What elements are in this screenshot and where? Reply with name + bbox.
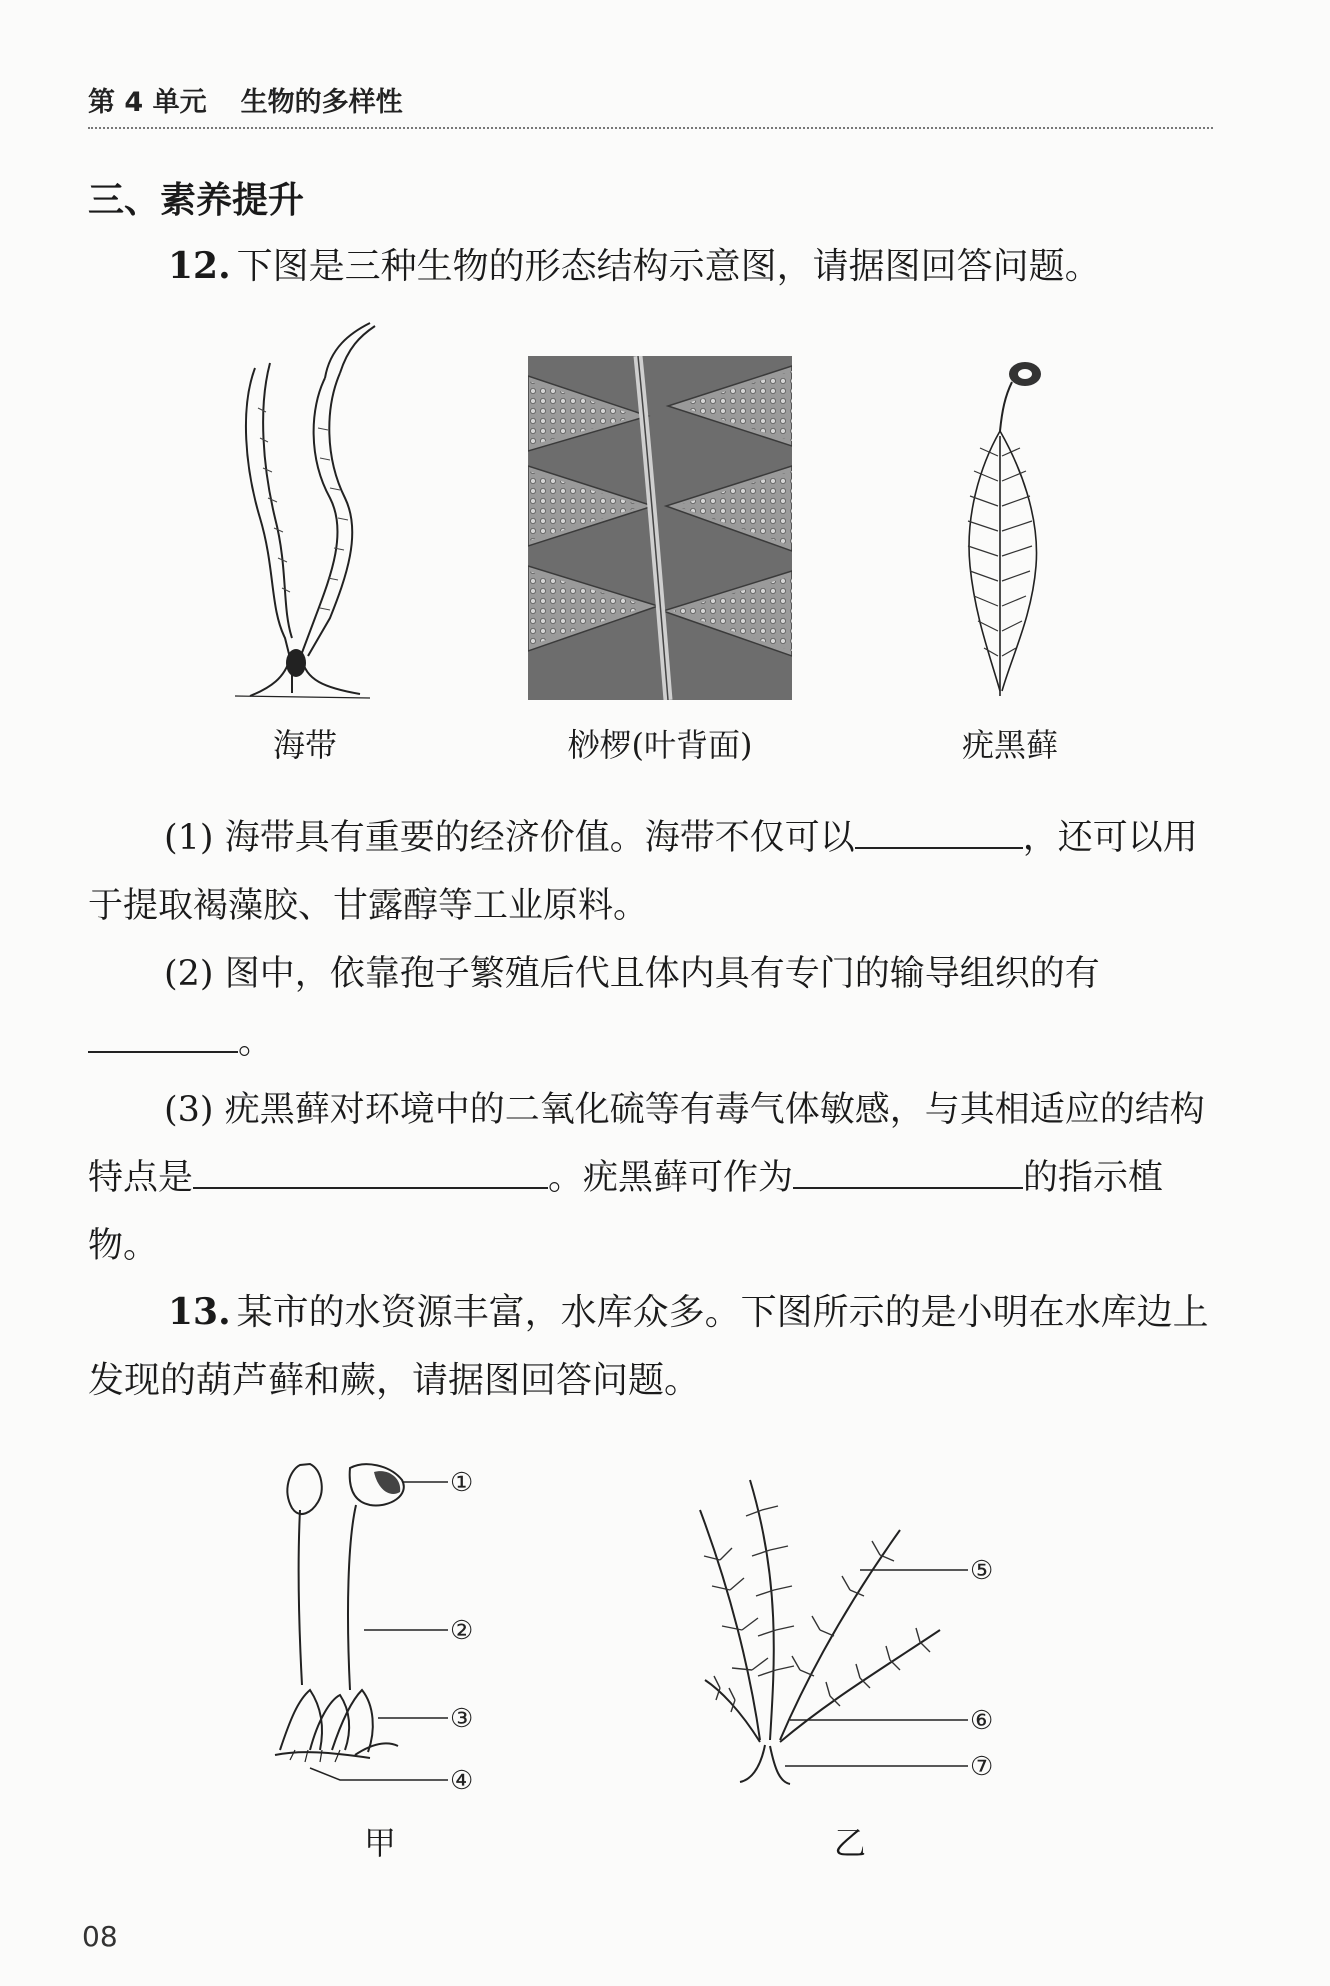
- kelp-illustration: [230, 318, 380, 710]
- q12-part-2-text-a: (2) 图中，依靠孢子繁殖后代且体内具有专门的输导组织的有: [164, 954, 1100, 994]
- caption-jia: 甲: [363, 1824, 396, 1862]
- question-12-stem: [88, 232, 1213, 301]
- funaria-moss-diagram: [270, 1450, 510, 1800]
- label-7: ⑦: [970, 1752, 994, 1782]
- label-5: ⑤: [970, 1556, 994, 1586]
- answer-blank-4[interactable]: [793, 1151, 1023, 1189]
- label-4: ④: [450, 1766, 474, 1796]
- q12-part-1-text-b: ，还可以用于提取褐藻胶、甘露醇等工业原料。: [88, 818, 1198, 926]
- moss-illustration: [950, 356, 1060, 706]
- question-13-stem: [88, 1278, 1213, 1415]
- label-2: ②: [450, 1616, 474, 1646]
- answer-blank-1[interactable]: [855, 811, 1023, 849]
- label-3: ③: [450, 1704, 474, 1734]
- question-text: 某市的水资源丰富，水库众多。下图所示的是小明在水库边上发现的葫芦藓和蕨，请据图回答问题。: [88, 1292, 1209, 1401]
- q12-part-2-text-b: 。: [238, 1022, 274, 1062]
- q12-part-3-text-b: 。疣黑藓可作为: [548, 1158, 794, 1198]
- caption-yi: 乙: [833, 1824, 866, 1862]
- q12-part-3-text-c: 的指示植物。: [88, 1158, 1164, 1266]
- page-number: 08: [82, 1920, 118, 1953]
- answer-blank-2[interactable]: [88, 1015, 238, 1053]
- label-1: ①: [450, 1468, 474, 1498]
- topic-label: 生物的多样性: [240, 87, 403, 118]
- caption-tree-fern: 桫椤(叶背面): [567, 726, 753, 764]
- question-number: 12.: [168, 245, 231, 287]
- question-number: 13.: [168, 1291, 231, 1333]
- answer-blank-3[interactable]: [193, 1151, 548, 1189]
- unit-label: 第 4 单元: [88, 87, 207, 118]
- q12-part-1-text-a: (1) 海带具有重要的经济价值。海带不仅可以: [164, 818, 855, 858]
- label-6: ⑥: [970, 1706, 994, 1736]
- question-text: 下图是三种生物的形态结构示意图，请据图回答问题。: [236, 246, 1101, 287]
- page-header: [88, 80, 1213, 129]
- q12-part-1: [88, 804, 1213, 940]
- q12-part-2: [88, 940, 1213, 1076]
- caption-moss: 疣黑藓: [961, 726, 1058, 764]
- fern-diagram: [690, 1470, 1030, 1790]
- caption-kelp: 海带: [272, 726, 337, 764]
- tree-fern-leaf-photo: [528, 356, 792, 700]
- q12-part-3: [88, 1076, 1213, 1280]
- section-title: 三、素养提升: [88, 180, 305, 221]
- q12-part-3-text-a: (3) 疣黑藓对环境中的二氧化硫等有毒气体敏感，与其相适应的结构特点是: [88, 1090, 1205, 1198]
